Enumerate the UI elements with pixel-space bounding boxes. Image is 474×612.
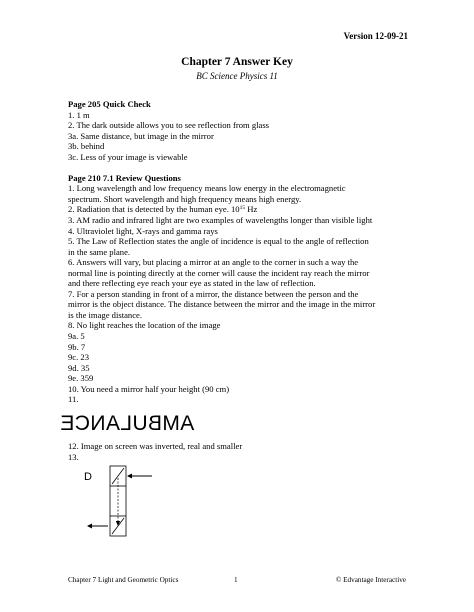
review-line: 1. Long wavelength and low frequency means low energy in the electromagnetic	[68, 183, 346, 194]
review-line: is the image distance.	[68, 309, 142, 320]
quick-check-line: 3b. behind	[68, 141, 105, 152]
periscope-diagram	[84, 464, 164, 544]
quick-check-line: 3a. Same distance, but image in the mirror	[68, 130, 214, 141]
footer-copyright: © Edvantage Interactive	[335, 576, 406, 584]
review-line: 6. Answers will vary, but placing a mirror at an angle to the corner in such a way the	[68, 257, 359, 268]
post-figure-answers	[68, 441, 242, 462]
quick-check-line: 2. The dark outside allows you to see reflection from glass	[68, 120, 270, 131]
page-title: Chapter 7 Answer Key	[181, 56, 293, 68]
review-line: 9e. 359	[68, 373, 94, 384]
review-line: and there reflecting eye reach your eye as stated in the law of reflection.	[68, 278, 316, 289]
footer-page-number: 1	[234, 576, 238, 584]
section-gap	[68, 162, 413, 173]
page-subtitle: BC Science Physics 11	[196, 71, 278, 81]
review-line-text: 2. Radiation that is detected by the human eye. 10	[68, 204, 240, 215]
review-line: 8. No light reaches the location of the image	[68, 320, 221, 331]
diagram-label-d: D	[84, 471, 92, 483]
review-line: 9c. 23	[68, 352, 90, 363]
quick-check-line: 1. 1 m	[68, 109, 90, 120]
exponent: 15	[239, 205, 246, 212]
review-line: spectrum. Short wavelength and high frequency means high energy.	[68, 193, 302, 204]
review-line: 9d. 35	[68, 362, 90, 373]
review-line: 3. AM radio and infrared light are two examples of wavelengths longer than visible light	[68, 214, 373, 225]
review-line: 9b. 7	[68, 341, 86, 352]
review-line: normal line is pointing directly at the corner will cause the incident ray reach the mirror	[68, 267, 370, 278]
review-line: 10. You need a mirror half your height (90 cm)	[68, 383, 230, 394]
review-line: 11.	[68, 394, 79, 405]
incoming-arrowhead	[127, 474, 132, 479]
quick-check-heading: Page 205 Quick Check	[68, 99, 151, 109]
review-line: 4. Ultraviolet light, X-rays and gamma rays	[68, 225, 218, 236]
review-line: 12. Image on screen was inverted, real and smaller	[68, 441, 243, 451]
review-line: 9a. 5	[68, 330, 85, 341]
review-line: 13.	[68, 451, 79, 462]
answer-content	[68, 99, 413, 405]
mirrored-ambulance-word	[60, 412, 210, 440]
review-line-radiation	[68, 204, 413, 215]
version-label: Version 12-09-21	[343, 31, 408, 41]
mirrored-text: AMBULANCE	[60, 412, 195, 435]
review-line: in the same plane.	[68, 246, 131, 257]
review-line: mirror is the object distance. The distance between the mirror and the image in the mirror	[68, 299, 376, 310]
review-line: 5. The Law of Reflection states the angle of incidence is equal to the angle of reflection	[68, 236, 369, 247]
outgoing-arrowhead	[87, 524, 92, 529]
footer-chapter: Chapter 7 Light and Geometric Optics	[68, 576, 179, 584]
review-line: 7. For a person standing in front of a mirror, the distance between the person and the	[68, 288, 359, 299]
review-heading: Page 210 7.1 Review Questions	[68, 172, 181, 183]
review-line-unit: Hz	[245, 204, 258, 215]
quick-check-line: 3c. Less of your image is viewable	[68, 151, 188, 162]
